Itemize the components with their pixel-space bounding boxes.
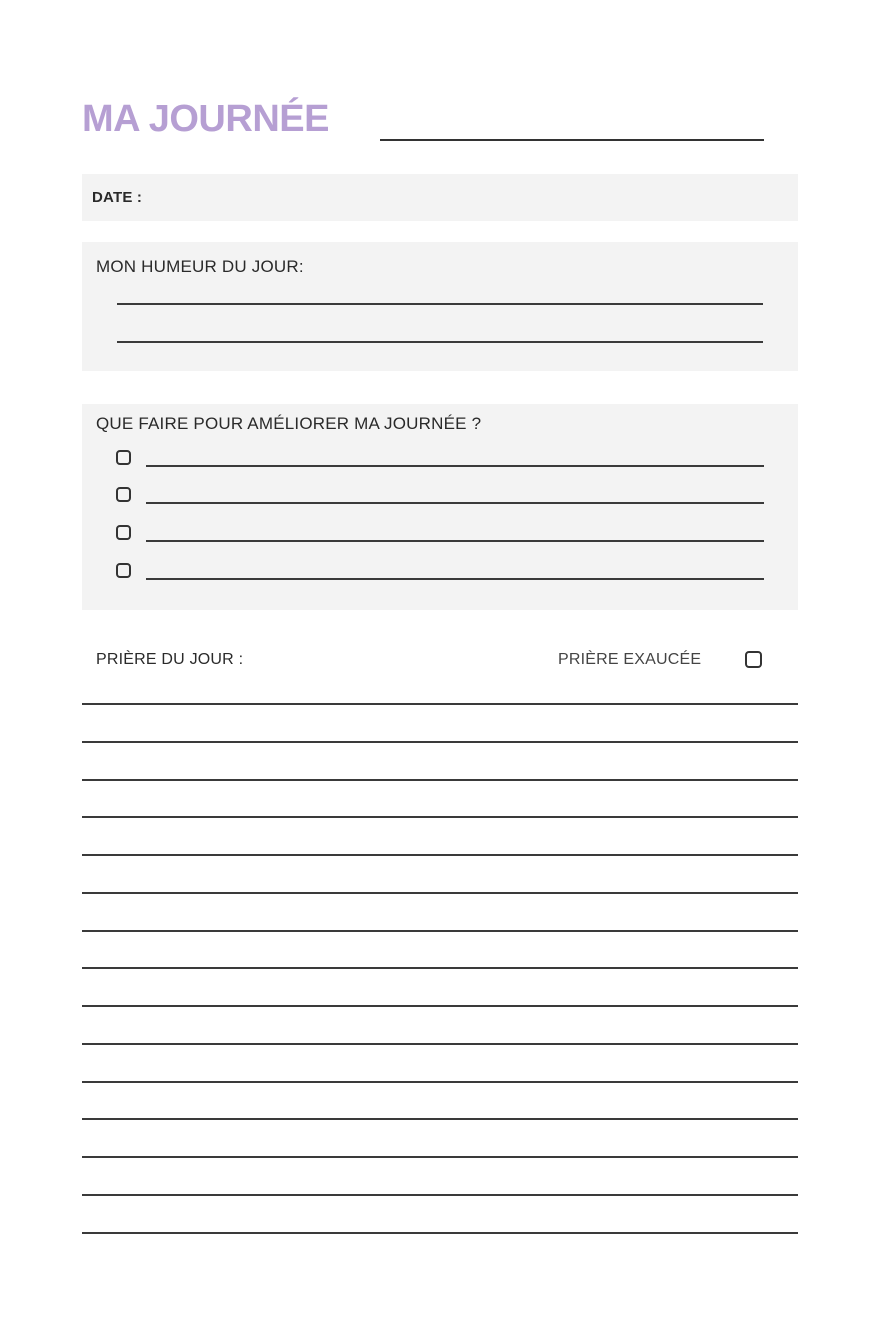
prayer-write-line[interactable] xyxy=(82,930,798,932)
checkbox-icon[interactable] xyxy=(116,525,131,540)
prayer-write-line[interactable] xyxy=(82,1232,798,1234)
prayer-write-line[interactable] xyxy=(82,967,798,969)
todo-write-line[interactable] xyxy=(146,578,764,580)
todo-item xyxy=(116,563,764,583)
prayer-write-line[interactable] xyxy=(82,703,798,705)
improve-label: QUE FAIRE POUR AMÉLIORER MA JOURNÉE ? xyxy=(96,414,482,433)
prayer-write-line[interactable] xyxy=(82,1194,798,1196)
checkbox-icon[interactable] xyxy=(116,450,131,465)
prayer-write-line[interactable] xyxy=(82,1118,798,1120)
prayer-answered-checkbox-icon[interactable] xyxy=(745,651,762,668)
prayer-write-line[interactable] xyxy=(82,854,798,856)
date-panel xyxy=(82,174,798,221)
mood-write-line[interactable] xyxy=(117,341,763,343)
mood-write-line[interactable] xyxy=(117,303,763,305)
prayer-write-line[interactable] xyxy=(82,1081,798,1083)
todo-write-line[interactable] xyxy=(146,502,764,504)
prayer-write-line[interactable] xyxy=(82,1156,798,1158)
todo-item xyxy=(116,450,764,470)
todo-write-line[interactable] xyxy=(146,540,764,542)
prayer-write-line[interactable] xyxy=(82,779,798,781)
improve-panel xyxy=(82,404,798,610)
date-label: DATE : xyxy=(92,189,143,206)
prayer-write-line[interactable] xyxy=(82,741,798,743)
mood-label: MON HUMEUR DU JOUR: xyxy=(96,257,304,276)
prayer-label: PRIÈRE DU JOUR : xyxy=(96,651,244,668)
prayer-write-line[interactable] xyxy=(82,1005,798,1007)
prayer-write-line[interactable] xyxy=(82,892,798,894)
checkbox-icon[interactable] xyxy=(116,487,131,502)
checkbox-icon[interactable] xyxy=(116,563,131,578)
prayer-write-line[interactable] xyxy=(82,816,798,818)
title-write-line[interactable] xyxy=(380,139,764,141)
prayer-write-line[interactable] xyxy=(82,1043,798,1045)
todo-item xyxy=(116,487,764,507)
todo-write-line[interactable] xyxy=(146,465,764,467)
page-title: MA JOURNÉE xyxy=(82,98,329,140)
mood-panel xyxy=(82,242,798,371)
prayer-answered-label: PRIÈRE EXAUCÉE xyxy=(558,651,702,668)
todo-item xyxy=(116,525,764,545)
